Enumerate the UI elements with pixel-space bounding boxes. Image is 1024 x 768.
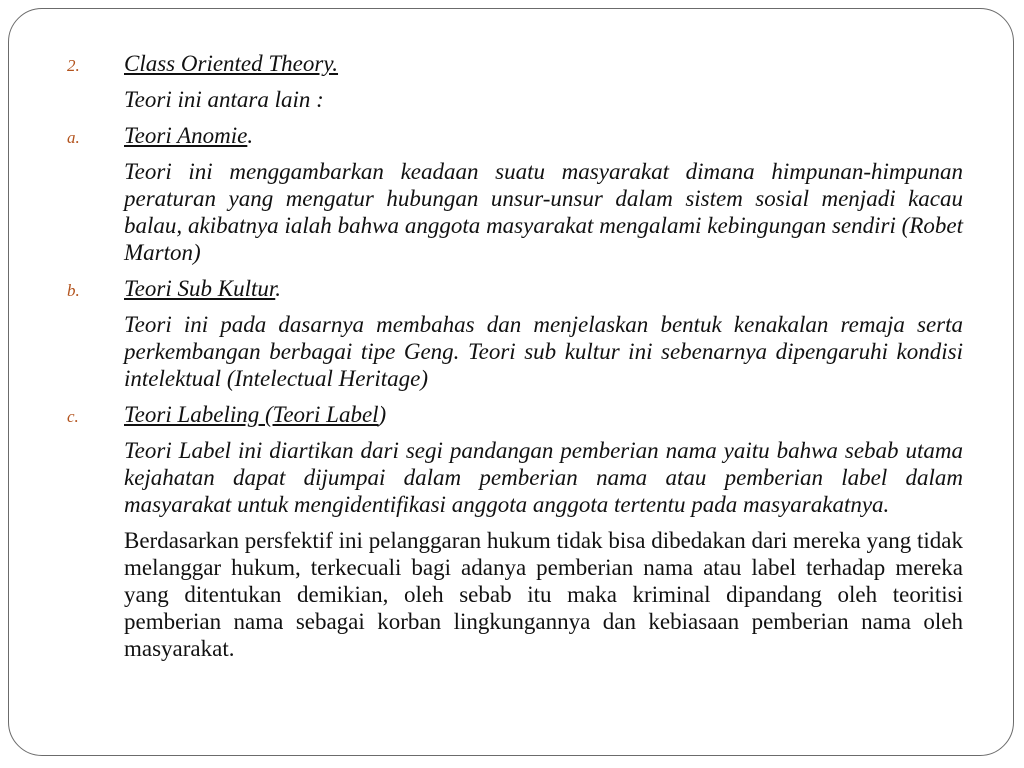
item-b-title-suffix: . (275, 276, 282, 301)
item-a-body: Teori ini menggambarkan keadaan suatu masyarakat dimana himpunan-himpunan peraturan yang mengatur hubungan unsur-unsur dalam sistem sosial menjadi kacau balau, akibatnya ialah bahwa anggota masyarakat mengalami kebingungan sendiri (Robet Marton) (124, 159, 963, 265)
item-b-title: Teori Sub Kultur (124, 276, 276, 301)
item-2-title: Class Oriented Theory. (124, 51, 339, 76)
item-b-body: Teori ini pada dasarnya membahas dan menjelaskan bentuk kenakalan remaja serta perkembangan berbagai tipe Geng. Teori sub kultur ini sebenarnya dipengaruhi kondisi intelektual (Intelectual Heritage) (124, 312, 963, 391)
item-c-heading (67, 401, 963, 428)
item-c-body: Teori Label ini diartikan dari segi pandangan pemberian nama yaitu bahwa sebab utama kejahatan dapat dijumpai dalam pemberian nama atau pemberian label dalam masyarakat untuk mengidentifikasi anggota anggota tertentu pada masyarakatnya. (124, 438, 963, 517)
item-c-title: Teori Labeling (Teori Label (124, 402, 379, 427)
closing-paragraph: Berdasarkan persfektif ini pelanggaran hukum tidak bisa dibedakan dari mereka yang tidak melanggar hukum, terkecuali bagi adanya pemberian nama atau label terhadap mereka yang ditentukan demikian, oleh sebab itu maka kriminal dipandang oleh teoritisi pemberian nama sebagai korban lingkungannya dan kebiasaan pemberian nama oleh masyarakat. (124, 528, 963, 661)
item-a-marker: a. (67, 128, 80, 147)
slide-content (0, 50, 1024, 671)
item-a-heading (67, 122, 963, 149)
item-2-marker: 2. (67, 56, 80, 75)
item-c-marker: c. (67, 407, 79, 426)
item-2-intro: Teori ini antara lain : (124, 87, 324, 112)
item-2-heading (67, 50, 963, 77)
item-c-title-suffix: ) (378, 402, 387, 427)
item-a-title-suffix: . (247, 123, 254, 148)
item-b-marker: b. (67, 281, 80, 300)
item-b-heading (67, 275, 963, 302)
item-a-title: Teori Anomie (124, 123, 248, 148)
